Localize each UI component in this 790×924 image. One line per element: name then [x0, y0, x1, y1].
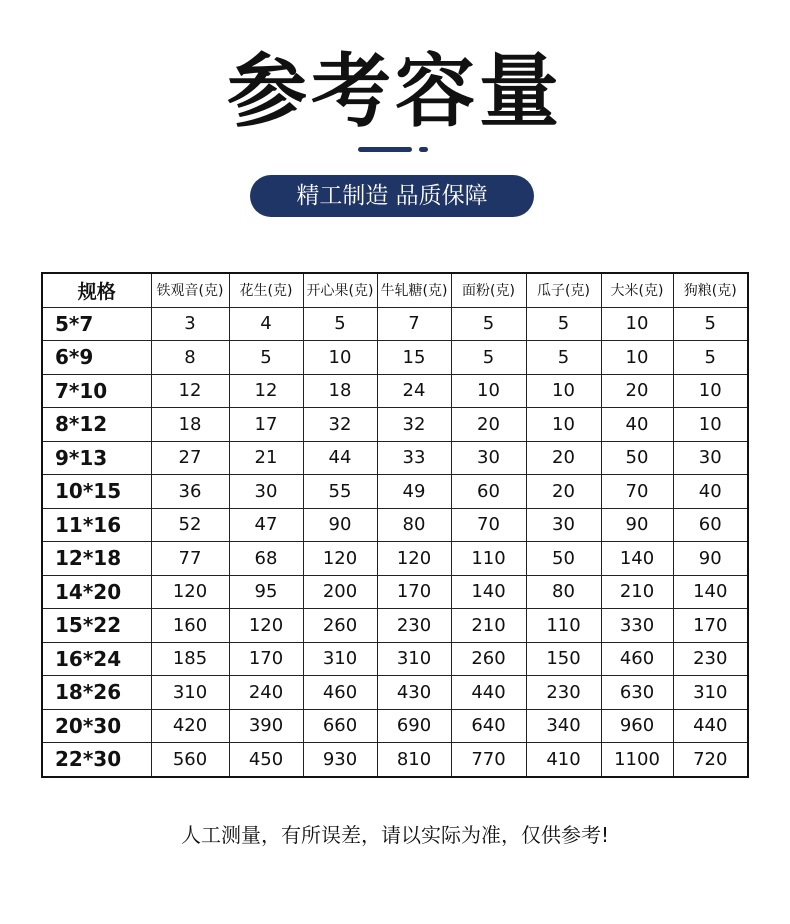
capacity-cell: 440 [451, 676, 526, 710]
capacity-cell: 120 [303, 542, 377, 576]
table-row [42, 441, 748, 475]
table-row [42, 475, 748, 509]
capacity-cell: 960 [601, 709, 673, 743]
capacity-cell: 10 [601, 307, 673, 341]
spec-cell: 9*13 [42, 441, 151, 475]
spec-cell: 7*10 [42, 374, 151, 408]
capacity-cell: 60 [673, 508, 748, 542]
capacity-cell: 230 [673, 642, 748, 676]
capacity-cell: 430 [377, 676, 451, 710]
capacity-cell: 55 [303, 475, 377, 509]
spec-cell: 22*30 [42, 743, 151, 777]
table-row [42, 341, 748, 375]
column-header: 开心果(克) [303, 273, 377, 307]
capacity-cell: 5 [673, 307, 748, 341]
capacity-cell: 36 [151, 475, 229, 509]
capacity-cell: 440 [673, 709, 748, 743]
capacity-cell: 32 [377, 408, 451, 442]
capacity-cell: 20 [601, 374, 673, 408]
column-header: 牛轧糖(克) [377, 273, 451, 307]
spec-cell: 6*9 [42, 341, 151, 375]
capacity-cell: 310 [673, 676, 748, 710]
capacity-cell: 640 [451, 709, 526, 743]
capacity-cell: 5 [229, 341, 303, 375]
table-row [42, 307, 748, 341]
capacity-cell: 80 [377, 508, 451, 542]
capacity-cell: 80 [526, 575, 601, 609]
capacity-cell: 170 [229, 642, 303, 676]
capacity-cell: 68 [229, 542, 303, 576]
capacity-cell: 10 [526, 374, 601, 408]
capacity-cell: 310 [377, 642, 451, 676]
capacity-cell: 33 [377, 441, 451, 475]
capacity-cell: 170 [673, 609, 748, 643]
capacity-cell: 21 [229, 441, 303, 475]
spec-cell: 14*20 [42, 575, 151, 609]
spec-cell: 11*16 [42, 508, 151, 542]
header-spec: 规格 [42, 273, 151, 307]
spec-cell: 12*18 [42, 542, 151, 576]
capacity-cell: 140 [601, 542, 673, 576]
spec-cell: 18*26 [42, 676, 151, 710]
capacity-cell: 330 [601, 609, 673, 643]
capacity-cell: 5 [526, 341, 601, 375]
decorative-line [358, 147, 412, 152]
capacity-cell: 12 [229, 374, 303, 408]
capacity-cell: 30 [673, 441, 748, 475]
capacity-cell: 20 [526, 475, 601, 509]
capacity-cell: 120 [377, 542, 451, 576]
capacity-cell: 40 [601, 408, 673, 442]
capacity-cell: 8 [151, 341, 229, 375]
capacity-cell: 20 [526, 441, 601, 475]
capacity-cell: 170 [377, 575, 451, 609]
capacity-cell: 230 [377, 609, 451, 643]
table-row [42, 408, 748, 442]
capacity-cell: 5 [451, 307, 526, 341]
disclaimer-note: 人工测量，有所误差，请以实际为准，仅供参考! [180, 823, 610, 847]
capacity-cell: 310 [303, 642, 377, 676]
capacity-cell: 70 [601, 475, 673, 509]
capacity-cell: 40 [673, 475, 748, 509]
column-header: 花生(克) [229, 273, 303, 307]
capacity-cell: 30 [451, 441, 526, 475]
table-row [42, 542, 748, 576]
capacity-cell: 30 [526, 508, 601, 542]
capacity-cell: 720 [673, 743, 748, 777]
capacity-cell: 110 [526, 609, 601, 643]
subtitle-badge: 精工制造 品质保障 [250, 175, 534, 217]
capacity-cell: 10 [526, 408, 601, 442]
column-header: 狗粮(克) [673, 273, 748, 307]
capacity-cell: 810 [377, 743, 451, 777]
capacity-cell: 27 [151, 441, 229, 475]
capacity-cell: 210 [451, 609, 526, 643]
capacity-cell: 230 [526, 676, 601, 710]
decorative-dot [419, 147, 428, 152]
column-header: 瓜子(克) [526, 273, 601, 307]
table-row [42, 642, 748, 676]
capacity-cell: 7 [377, 307, 451, 341]
capacity-cell: 49 [377, 475, 451, 509]
capacity-cell: 1100 [601, 743, 673, 777]
capacity-cell: 5 [451, 341, 526, 375]
capacity-cell: 460 [601, 642, 673, 676]
capacity-cell: 18 [151, 408, 229, 442]
capacity-cell: 52 [151, 508, 229, 542]
capacity-cell: 240 [229, 676, 303, 710]
capacity-cell: 77 [151, 542, 229, 576]
capacity-cell: 140 [451, 575, 526, 609]
capacity-cell: 660 [303, 709, 377, 743]
capacity-cell: 4 [229, 307, 303, 341]
capacity-cell: 20 [451, 408, 526, 442]
capacity-cell: 70 [451, 508, 526, 542]
table-row [42, 609, 748, 643]
spec-cell: 16*24 [42, 642, 151, 676]
capacity-cell: 10 [601, 341, 673, 375]
capacity-cell: 5 [673, 341, 748, 375]
capacity-cell: 260 [451, 642, 526, 676]
capacity-cell: 10 [673, 374, 748, 408]
table-row [42, 508, 748, 542]
table-header-row [42, 273, 748, 307]
capacity-cell: 5 [526, 307, 601, 341]
capacity-cell: 47 [229, 508, 303, 542]
table-row [42, 575, 748, 609]
capacity-cell: 30 [229, 475, 303, 509]
capacity-cell: 150 [526, 642, 601, 676]
capacity-cell: 5 [303, 307, 377, 341]
capacity-cell: 210 [601, 575, 673, 609]
capacity-cell: 50 [526, 542, 601, 576]
capacity-cell: 90 [673, 542, 748, 576]
capacity-cell: 770 [451, 743, 526, 777]
capacity-cell: 3 [151, 307, 229, 341]
table-row [42, 374, 748, 408]
capacity-cell: 10 [303, 341, 377, 375]
capacity-cell: 630 [601, 676, 673, 710]
page-title: 参考容量 [227, 45, 563, 138]
capacity-cell: 44 [303, 441, 377, 475]
capacity-cell: 24 [377, 374, 451, 408]
capacity-cell: 10 [451, 374, 526, 408]
table-row [42, 743, 748, 777]
spec-cell: 20*30 [42, 709, 151, 743]
column-header: 面粉(克) [451, 273, 526, 307]
capacity-cell: 450 [229, 743, 303, 777]
column-header: 铁观音(克) [151, 273, 229, 307]
capacity-cell: 12 [151, 374, 229, 408]
capacity-cell: 460 [303, 676, 377, 710]
capacity-cell: 18 [303, 374, 377, 408]
capacity-cell: 185 [151, 642, 229, 676]
capacity-cell: 60 [451, 475, 526, 509]
capacity-cell: 32 [303, 408, 377, 442]
capacity-cell: 15 [377, 341, 451, 375]
capacity-cell: 140 [673, 575, 748, 609]
capacity-cell: 50 [601, 441, 673, 475]
capacity-cell: 90 [601, 508, 673, 542]
capacity-cell: 410 [526, 743, 601, 777]
capacity-cell: 120 [229, 609, 303, 643]
capacity-cell: 17 [229, 408, 303, 442]
capacity-cell: 160 [151, 609, 229, 643]
capacity-table [41, 272, 749, 778]
capacity-cell: 690 [377, 709, 451, 743]
capacity-cell: 560 [151, 743, 229, 777]
capacity-cell: 340 [526, 709, 601, 743]
table-row [42, 709, 748, 743]
capacity-cell: 110 [451, 542, 526, 576]
capacity-cell: 120 [151, 575, 229, 609]
capacity-cell: 95 [229, 575, 303, 609]
spec-cell: 15*22 [42, 609, 151, 643]
spec-cell: 10*15 [42, 475, 151, 509]
capacity-cell: 10 [673, 408, 748, 442]
table-row [42, 676, 748, 710]
capacity-cell: 90 [303, 508, 377, 542]
spec-cell: 8*12 [42, 408, 151, 442]
spec-cell: 5*7 [42, 307, 151, 341]
capacity-cell: 310 [151, 676, 229, 710]
capacity-cell: 390 [229, 709, 303, 743]
capacity-cell: 260 [303, 609, 377, 643]
capacity-cell: 420 [151, 709, 229, 743]
capacity-cell: 200 [303, 575, 377, 609]
column-header: 大米(克) [601, 273, 673, 307]
capacity-cell: 930 [303, 743, 377, 777]
